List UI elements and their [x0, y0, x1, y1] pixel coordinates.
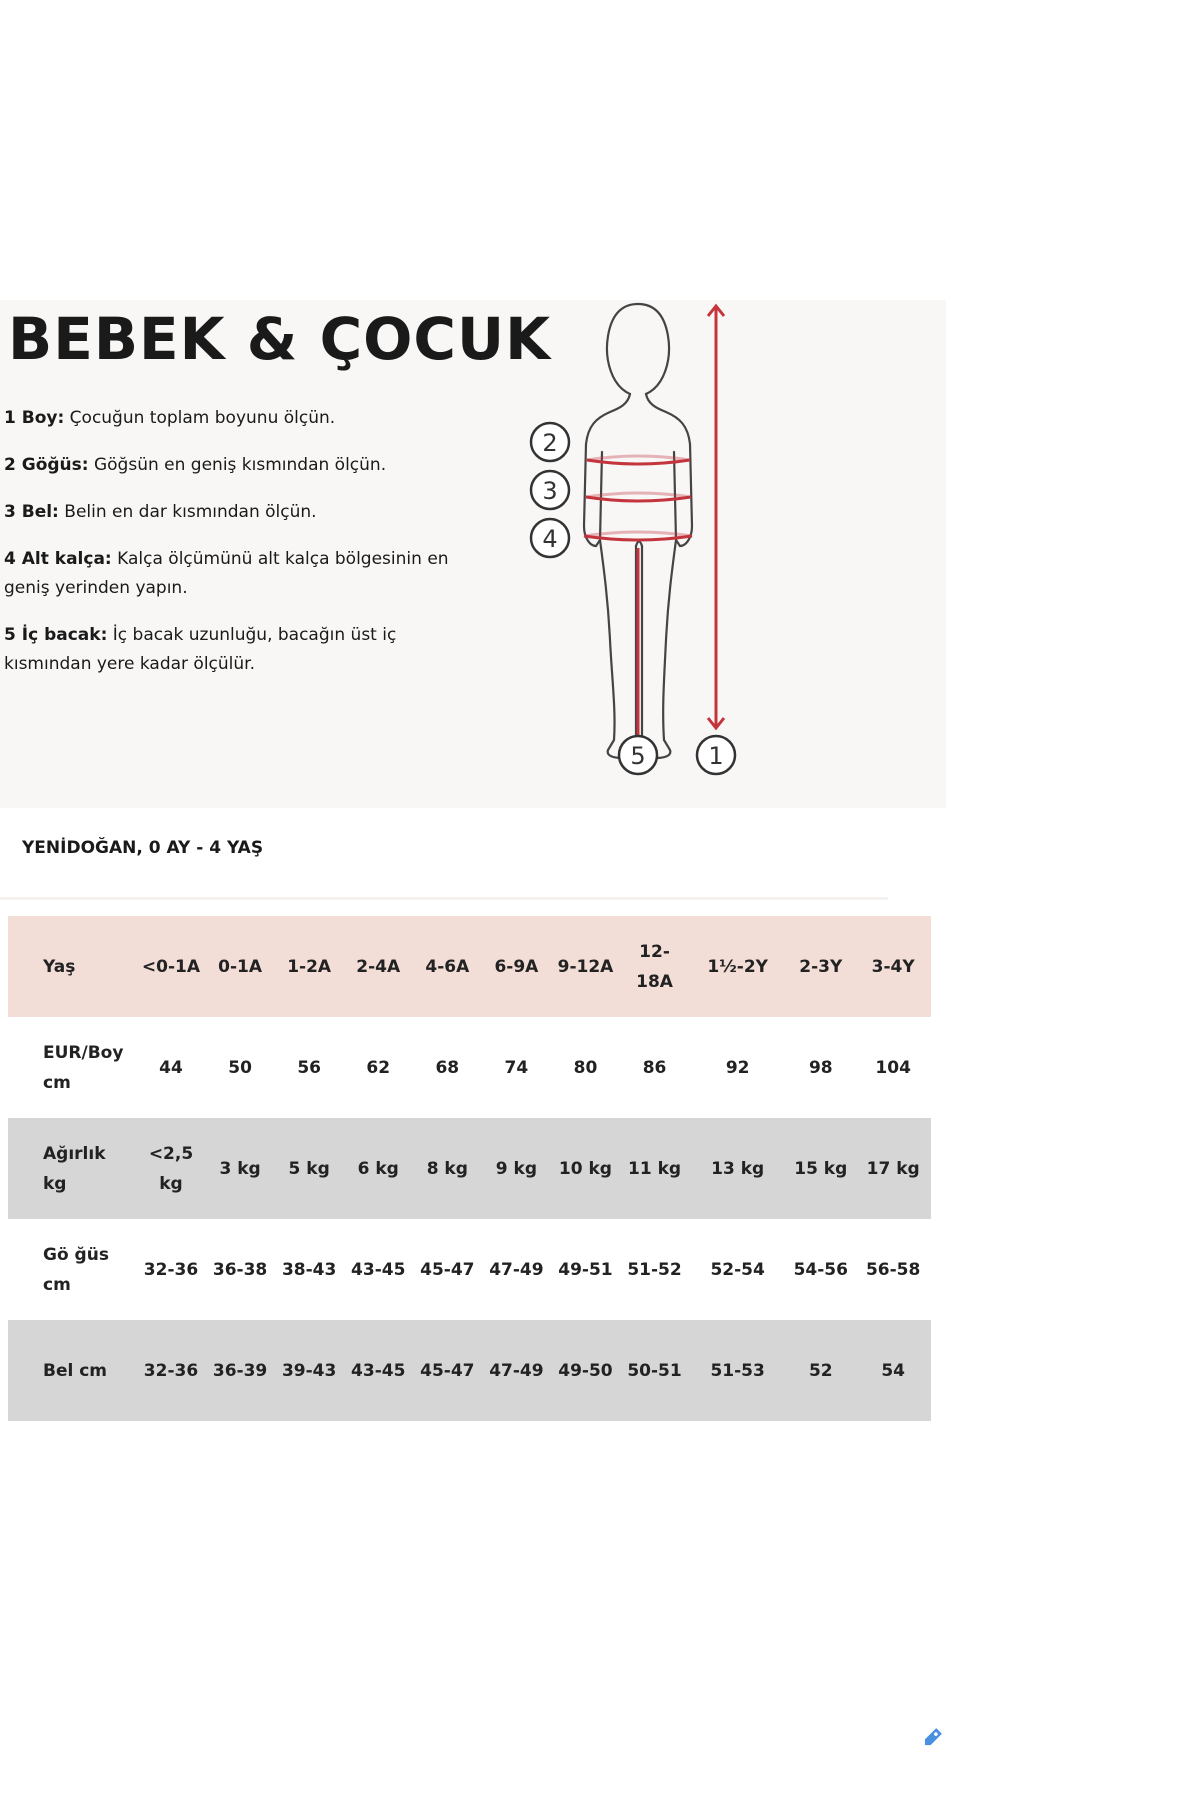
column-header: 12-18A: [636, 941, 673, 992]
table-cell: 45-47: [420, 1360, 475, 1381]
column-header-age: Yaş: [43, 956, 76, 977]
table-cell: 15 kg: [794, 1158, 848, 1179]
row-label: EUR/Boy cm: [43, 1042, 124, 1093]
table-cell: 80: [573, 1057, 598, 1078]
table-cell: 9 kg: [495, 1158, 537, 1179]
table-cell: 56-58: [865, 1259, 921, 1280]
column-header: 6-9A: [494, 956, 539, 977]
table-cell: 54-56: [793, 1259, 848, 1280]
page-title: BEBEK & ÇOCUK: [8, 305, 552, 373]
table-cell: 52-54: [710, 1259, 765, 1280]
table-cell: 51-53: [710, 1360, 765, 1381]
table-cell: 10 kg: [558, 1158, 612, 1179]
divider: [0, 897, 888, 900]
child-body-illustration: [520, 300, 760, 808]
table-cell: 98: [808, 1057, 833, 1078]
instruction-chest: 2 Göğüs: Göğsün en geniş kısmından ölçün.: [4, 455, 387, 475]
table-cell: 86: [642, 1057, 667, 1078]
table-cell: 36-38: [212, 1259, 268, 1280]
measurement-lines: [584, 306, 724, 740]
low-hip-line: [584, 536, 692, 540]
table-cell: 43-45: [351, 1259, 406, 1280]
table-cell: 36-39: [212, 1360, 268, 1381]
table-cell: 68: [435, 1057, 460, 1078]
table-cell: 54: [881, 1360, 905, 1381]
table-cell: 50: [228, 1057, 252, 1078]
table-cell: 62: [366, 1057, 391, 1078]
table-cell: 104: [875, 1057, 911, 1078]
table-cell: 32-36: [143, 1360, 199, 1381]
table-cell: 50-51: [627, 1360, 682, 1381]
row-label: Ağırlık kg: [43, 1143, 106, 1194]
column-header: 2-4A: [356, 956, 401, 977]
table-header-row: [8, 916, 931, 1017]
table-cell: <2,5 kg: [148, 1143, 194, 1194]
column-header: 3-4Y: [871, 956, 915, 977]
table-cell: 43-45: [351, 1360, 406, 1381]
size-guide-panel: [0, 300, 946, 808]
instruction-low-hip: 4 Alt kalça: Kalça ölçümünü alt kalça bölgesinin en geniş yerinden yapın.: [4, 549, 449, 598]
table-cell: 38-43: [281, 1259, 337, 1280]
column-header: 1½-2Y: [707, 956, 768, 977]
marker-inseam: 5: [630, 742, 646, 770]
row-label: Bel cm: [43, 1360, 108, 1381]
table-cell: 17 kg: [866, 1158, 920, 1179]
size-table: [8, 916, 931, 1421]
table-row-waist: [8, 1320, 931, 1421]
table-cell: 5 kg: [288, 1158, 330, 1179]
instruction-height: 1 Boy: Çocuğun toplam boyunu ölçün.: [4, 408, 336, 428]
table-cell: 52: [808, 1360, 833, 1381]
table-row-weight: [8, 1118, 931, 1219]
marker-height: 1: [708, 742, 724, 770]
column-header: 0-1A: [218, 956, 262, 977]
table-cell: 47-49: [489, 1259, 544, 1280]
table-cell: 47-49: [489, 1360, 544, 1381]
marker-waist: 3: [542, 477, 558, 505]
column-header: 4-6A: [425, 956, 470, 977]
table-cell: 49-51: [558, 1259, 613, 1280]
instruction-waist: 3 Bel: Belin en dar kısmından ölçün.: [4, 502, 317, 522]
row-label: Gö ğüs cm: [43, 1244, 109, 1295]
table-cell: 92: [725, 1057, 750, 1078]
column-header: 9-12A: [557, 956, 614, 977]
table-cell: 44: [159, 1057, 183, 1078]
table-row-height: [8, 1017, 931, 1118]
table-cell: 13 kg: [711, 1158, 765, 1179]
age-range-subtitle: YENİDOĞAN, 0 AY - 4 YAŞ: [22, 838, 264, 858]
table-cell: 51-52: [627, 1259, 682, 1280]
column-header: 2-3Y: [799, 956, 843, 977]
table-cell: 45-47: [420, 1259, 475, 1280]
measurement-instructions: [4, 404, 474, 697]
table-cell: 56: [297, 1057, 321, 1078]
child-measurement-figure: [520, 300, 760, 808]
chest-line: [587, 460, 690, 464]
table-cell: 39-43: [281, 1360, 337, 1381]
marker-circles: [531, 423, 735, 774]
instruction-inseam: 5 İç bacak: İç bacak uzunluğu, bacağın üst iç kısmından yere kadar ölçülür.: [4, 625, 397, 674]
table-cell: 11 kg: [628, 1158, 682, 1179]
table-cell: 8 kg: [426, 1158, 468, 1179]
marker-chest: 2: [542, 429, 558, 457]
table-cell: 3 kg: [219, 1158, 261, 1179]
table-row-chest: [8, 1219, 931, 1320]
column-header: 1-2A: [287, 956, 332, 977]
marker-low-hip: 4: [542, 525, 558, 553]
table-cell: 49-50: [558, 1360, 613, 1381]
column-header: <0-1A: [141, 956, 201, 977]
tag-icon[interactable]: [920, 1726, 944, 1750]
waist-line: [586, 497, 691, 501]
table-cell: 6 kg: [357, 1158, 399, 1179]
table-cell: 74: [504, 1057, 529, 1078]
table-cell: 32-36: [143, 1259, 199, 1280]
